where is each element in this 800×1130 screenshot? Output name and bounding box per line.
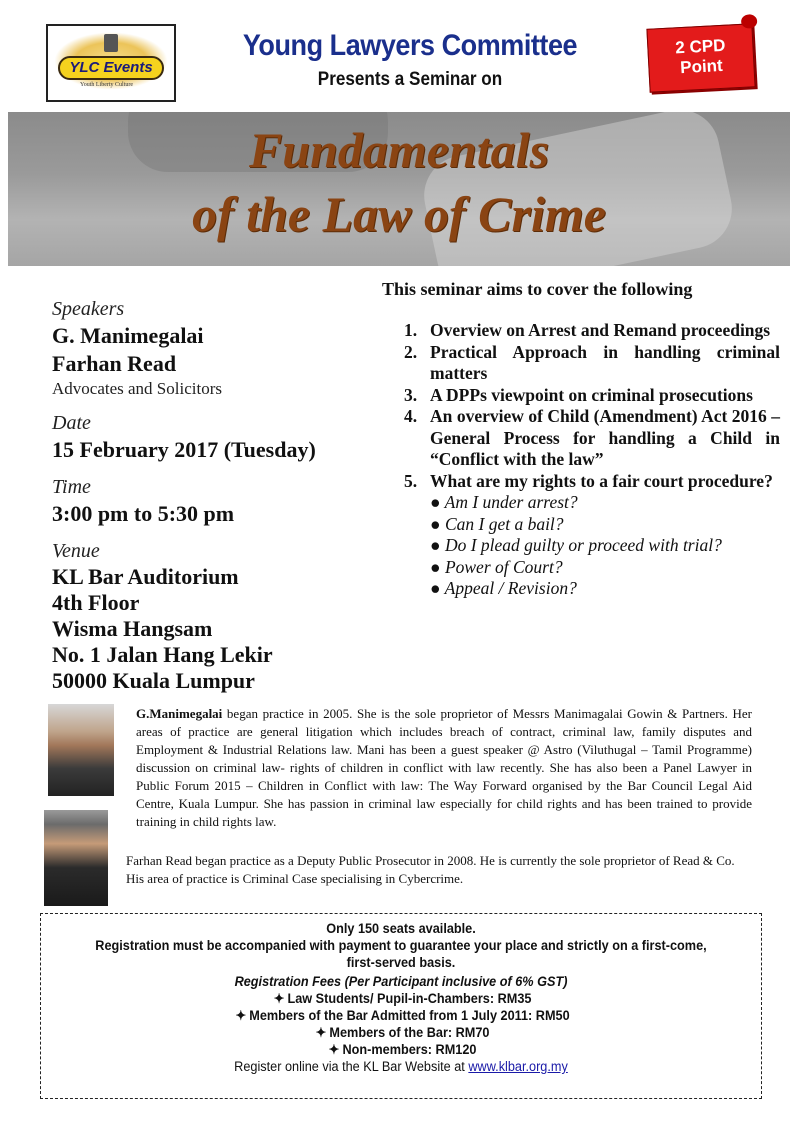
plus-icon: ✦: [328, 1042, 340, 1057]
time-label: Time: [52, 476, 91, 498]
topic-item: [404, 342, 780, 385]
venue-line: No. 1 Jalan Hang Lekir: [52, 642, 273, 667]
rights-subitem: ● Power of Court?: [430, 556, 563, 577]
topic-text: Practical Approach in handling criminal matters: [430, 341, 780, 383]
topic-text: A DPPs viewpoint on criminal prosecutions: [430, 384, 753, 405]
scroll-curl-icon: [741, 14, 758, 29]
speaker-photo-farhan: [44, 810, 108, 906]
venue-line: KL Bar Auditorium: [52, 564, 239, 589]
banner-title-line1: Fundamentals: [248, 122, 550, 178]
aims-title: This seminar aims to cover the following: [382, 279, 693, 299]
fee-item: [63, 990, 740, 1007]
speakers-role: Advocates and Solicitors: [52, 379, 222, 398]
rights-subitem: ● Can I get a bail?: [430, 513, 564, 534]
ylc-logo: [46, 24, 176, 102]
speakers-label: Speakers: [52, 298, 125, 320]
fee-text: Members of the Bar Admitted from 1 July 2011: RM50: [249, 1008, 570, 1023]
plus-icon: ✦: [315, 1025, 327, 1040]
topic-number: 4.: [404, 406, 418, 426]
topic-list: [404, 320, 780, 600]
cpd-point-badge: [646, 23, 755, 92]
registration-box: [40, 913, 762, 1099]
register-online: [63, 1058, 740, 1076]
bio-name: G.Manimegalai: [136, 706, 223, 721]
fee-text: Members of the Bar: RM70: [329, 1025, 490, 1040]
venue-line: 50000 Kuala Lumpur: [52, 668, 255, 693]
topic-number: 5.: [404, 470, 418, 491]
venue-label: Venue: [52, 540, 100, 562]
topic-item: [404, 471, 780, 600]
event-date: 15 February 2017 (Tuesday): [52, 437, 316, 462]
topic-number: 3.: [404, 384, 418, 405]
klbar-website-link[interactable]: www.klbar.org.my: [468, 1059, 568, 1074]
rights-subitem: ● Am I under arrest?: [430, 492, 578, 512]
fee-text: Non-members: RM120: [342, 1042, 477, 1057]
venue-line: Wisma Hangsam: [52, 616, 213, 641]
banner-title-line2: of the Law of Crime: [192, 186, 606, 242]
rights-sublist: [430, 492, 780, 600]
logo-badge: YLC Events: [58, 56, 164, 80]
cpd-line2: Point: [679, 55, 724, 78]
topic-text: Overview on Arrest and Remand proceedings: [430, 320, 771, 340]
plus-icon: ✦: [273, 991, 285, 1006]
bio-manimegalai: [136, 705, 752, 831]
title-banner: [8, 112, 790, 266]
plus-icon: ✦: [235, 1008, 247, 1023]
speaker-photo-manimegalai: [48, 704, 114, 796]
bio-text: began practice in 2005. She is the sole proprietor of Messrs Manimagalai Gowin & Partners. Her areas of practice are general litigation which includes breach of contract, criminal law, family disputes and Employment & Industrial Relations law. Mani has been a guest speaker @ Astro (Viluthugal – Tamil Programme) discussion on criminal law- rights of children in conflict with law recently. She has also been a Panel Lawyer in Public Forum 2015 – Children in Conflict with law: The Way Forward organised by the Bar Council Legal Aid Centre, Kuala Lumpur. She has passion in criminal law especially for child rights and has been trained to provide training in child rights law.: [136, 706, 752, 829]
venue-line: 4th Floor: [52, 590, 140, 615]
event-details: [52, 296, 372, 694]
bio-farhan: Farhan Read began practice as a Deputy Public Prosecutor in 2008. He is currently the sole proprietor of Read & Co. His area of practice is Criminal Case specialising in Cybercrime.: [126, 853, 735, 886]
topic-number: 1.: [404, 320, 418, 340]
speaker-name: Farhan Read: [52, 351, 177, 376]
logo-subtitle: Youth Liberty Culture: [80, 82, 134, 88]
register-online-text: Register online via the KL Bar Website at: [234, 1059, 469, 1074]
speaker-name: G. Manimegalai: [52, 323, 204, 348]
topic-item: [404, 320, 780, 342]
fee-item: [63, 1024, 740, 1041]
event-time: 3:00 pm to 5:30 pm: [52, 501, 235, 526]
fee-text: Law Students/ Pupil-in-Chambers: RM35: [287, 991, 532, 1006]
topic-number: 2.: [404, 341, 418, 362]
cpd-line1: 2 CPD: [674, 35, 726, 58]
gavel-icon: [104, 34, 118, 52]
date-label: Date: [52, 412, 91, 434]
registration-notice: Registration must be accompanied with payment to guarantee your place and strictly on a first-come, first-served basis.: [95, 938, 707, 970]
rights-subitem: ● Do I plead guilty or proceed with trial?: [430, 535, 722, 555]
topic-item: [404, 406, 780, 471]
presents-line: Presents a Seminar on: [317, 69, 503, 90]
fee-item: [63, 1007, 740, 1024]
org-title: Young Lawyers Committee: [242, 29, 578, 62]
fee-item: [63, 1041, 740, 1058]
rights-subitem: ● Appeal / Revision?: [430, 578, 577, 598]
seats-notice: Only 150 seats available.: [326, 921, 476, 936]
topic-text: What are my rights to a fair court procedure?: [430, 470, 773, 491]
topic-item: [404, 385, 780, 407]
topic-text: An overview of Child (Amendment) Act 2016 – General Process for handling a Child in “Conflict with the law”: [430, 406, 780, 469]
fees-title: Registration Fees (Per Participant inclusive of 6% GST): [234, 974, 568, 989]
